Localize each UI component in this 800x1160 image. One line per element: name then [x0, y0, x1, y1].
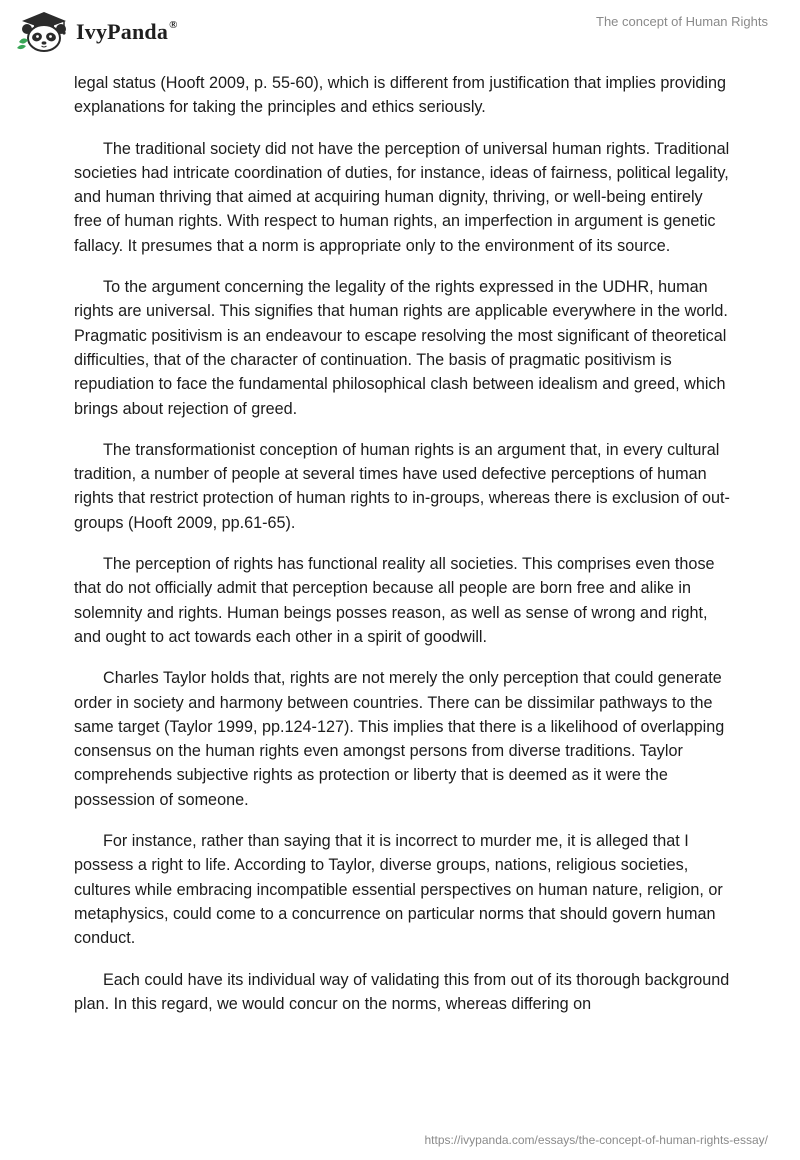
paragraph: For instance, rather than saying that it is incorrect to murder me, it is alleged that I possess a right to life. According to Taylor, diverse groups, nations, religious societies, cultures while embracing incompatible essential perspectives on human nature, religion, or metaphysics, could come to a concurrence on particular norms that should govern human conduct. [74, 832, 723, 948]
paragraph: The transformationist conception of human rights is an argument that, in every cultural tradition, a number of people at several times have used defective perceptions of human rights that restrict protection of human rights to in-groups, whereas there is exclusion of out-groups (Hooft 2009, pp.61-65). [74, 440, 730, 532]
source-url-link[interactable]: https://ivypanda.com/essays/the-concept-of-human-rights-essay/ [424, 1133, 768, 1147]
panda-graduate-icon [14, 8, 72, 54]
page-header [0, 0, 800, 70]
paragraph-continued: legal status (Hooft 2009, p. 55-60), which is different from justification that implies providing explanations for taking the principles and ethics seriously. [74, 74, 727, 117]
ivypanda-logo[interactable] [14, 8, 178, 54]
paragraph: The traditional society did not have the perception of universal human rights. Traditional societies had intricate coordination of duties, for instance, ideas of fairness, political legality, and human thriving that aimed at acquiring human dignity, thriving, or well-being entirely free of human rights. With respect to human rights, an imperfection in argument is genetic fallacy. It presumes that a norm is appropriate only to the environment of its source. [74, 139, 730, 255]
paragraph: Each could have its individual way of validating this from out of its thorough background plan. In this regard, we would concur on the norms, whereas differing on [74, 970, 730, 1013]
document-title: The concept of Human Rights [596, 14, 768, 29]
registered-mark: ® [169, 18, 178, 31]
paragraph: To the argument concerning the legality of the rights expressed in the UDHR, human rights are universal. This signifies that human rights are applicable everywhere in the world. Pragmatic positivism is an endeavour to escape resolving the most significant of theoretical difficulties, that of the character of continuation. The basis of pragmatic positivism is repudiation to face the fundamental philosophical clash between idealism and greed, which brings about rejection of greed. [74, 278, 728, 418]
paragraph: The perception of rights has functional reality all societies. This comprises even those that do not officially admit that perception because all people are born free and alike in solemnity and rights. Human beings posses reason, as well as sense of wrong and right, and ought to act towards each other in a spirit of goodwill. [74, 555, 715, 646]
paragraph: Charles Taylor holds that, rights are not merely the only perception that could generate order in society and harmony between countries. There can be dissimilar pathways to the same target (Taylor 1999, pp.124-127). This implies that there is a likelihood of overlapping consensus on the human rights even amongst persons from diverse traditions. Taylor comprehends subjective rights as protection or liberty that is deemed as it were the possession of someone. [74, 669, 725, 809]
brand-name: IvyPanda® [76, 18, 178, 44]
essay-body [74, 71, 734, 1033]
